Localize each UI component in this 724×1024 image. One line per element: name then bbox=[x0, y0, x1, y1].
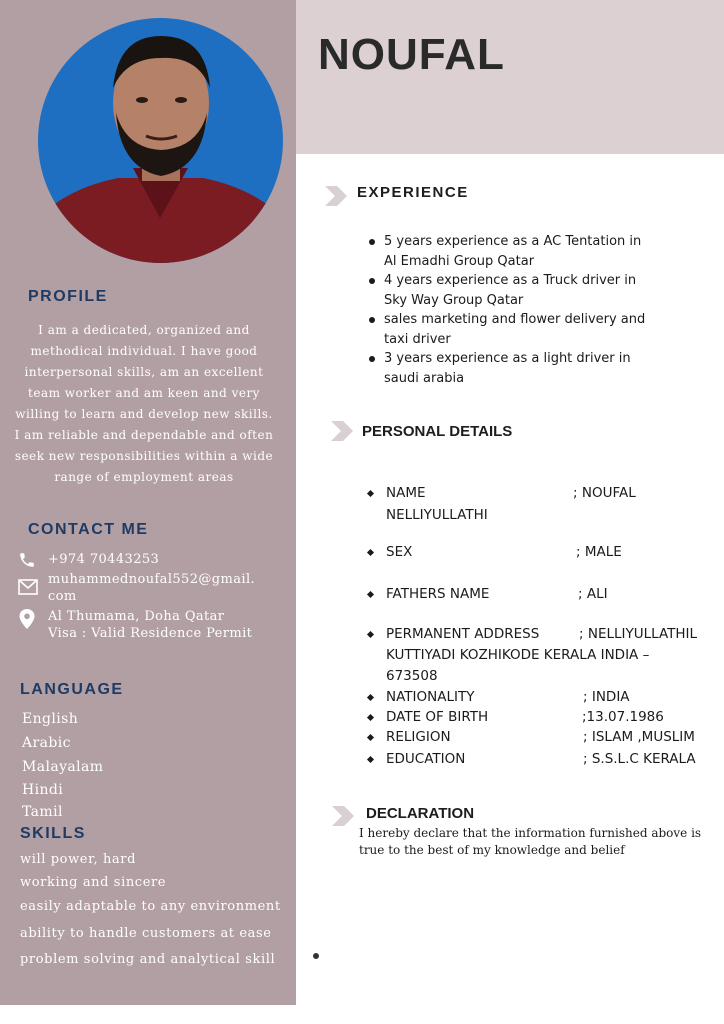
email-line: muhammednoufal552@gmail. bbox=[48, 572, 256, 587]
diamond-bullet-icon bbox=[367, 714, 374, 721]
diamond-bullet-icon bbox=[367, 694, 374, 701]
language-item: Arabic bbox=[22, 735, 71, 751]
experience-line: saudi arabia bbox=[384, 370, 465, 386]
diamond-bullet-icon bbox=[367, 490, 374, 497]
detail-label: NAME bbox=[386, 485, 426, 501]
profile-line: I am a dedicated, organized and bbox=[38, 323, 250, 337]
skill-item: easily adaptable to any environment bbox=[20, 899, 281, 914]
contact-email bbox=[18, 571, 255, 605]
detail-value: ; MALE bbox=[576, 544, 622, 560]
detail-label: FATHERS NAME bbox=[386, 586, 490, 602]
language-item: English bbox=[22, 711, 79, 727]
experience-line: 5 years experience as a AC Tentation in bbox=[384, 234, 642, 249]
profile-heading: PROFILE bbox=[28, 288, 108, 305]
detail-label: RELIGION bbox=[386, 729, 451, 745]
list-item bbox=[366, 232, 666, 271]
visa-status: Visa : Valid Residence Permit bbox=[48, 626, 253, 641]
skills-heading: SKILLS bbox=[20, 825, 86, 842]
stray-bullet-dot bbox=[313, 953, 319, 959]
profile-photo bbox=[38, 18, 283, 263]
declaration-line: I hereby declare that the information furnished above is bbox=[359, 826, 702, 840]
language-item: Hindi bbox=[22, 782, 64, 798]
skill-item: working and sincere bbox=[20, 875, 167, 890]
contact-address bbox=[18, 608, 252, 642]
detail-value: ; INDIA bbox=[583, 689, 630, 705]
email-address[interactable] bbox=[48, 571, 255, 605]
chevron-right-icon bbox=[332, 806, 356, 826]
detail-value: 673508 bbox=[386, 668, 438, 684]
location-pin-icon bbox=[18, 608, 38, 628]
diamond-bullet-icon bbox=[367, 631, 374, 638]
phone-number[interactable]: +974 70443253 bbox=[48, 552, 160, 567]
declaration-line: true to the best of my knowledge and belief bbox=[359, 843, 625, 857]
profile-line: methodical individual. I have good bbox=[30, 344, 258, 358]
list-item bbox=[366, 271, 666, 310]
skill-item: ability to handle customers at ease bbox=[20, 926, 272, 941]
list-item bbox=[366, 349, 666, 388]
detail-label: PERMANENT ADDRESS bbox=[386, 626, 540, 642]
phone-icon bbox=[18, 551, 38, 571]
detail-value: ;13.07.1986 bbox=[582, 709, 664, 725]
detail-label: EDUCATION bbox=[386, 751, 466, 767]
skill-item: problem solving and analytical skill bbox=[20, 952, 276, 967]
mail-icon bbox=[18, 579, 38, 599]
detail-value: NELLIYULLATHI bbox=[386, 507, 488, 523]
profile-text bbox=[8, 320, 280, 488]
profile-line: I am reliable and dependable and often bbox=[14, 428, 274, 442]
language-heading: LANGUAGE bbox=[20, 681, 124, 698]
language-item: Tamil bbox=[22, 804, 63, 820]
profile-line: willing to learn and develop new skills. bbox=[15, 407, 273, 421]
language-item: Malayalam bbox=[22, 759, 104, 775]
address-text bbox=[48, 608, 252, 642]
detail-value: ; ISLAM ,MUSLIM bbox=[583, 729, 695, 745]
experience-heading: EXPERIENCE bbox=[357, 184, 469, 201]
chevron-right-icon bbox=[325, 186, 349, 206]
experience-line: Al Emadhi Group Qatar bbox=[384, 253, 535, 269]
contact-heading: CONTACT ME bbox=[28, 521, 149, 538]
diamond-bullet-icon bbox=[367, 734, 374, 741]
detail-label: NATIONALITY bbox=[386, 689, 475, 705]
experience-line: 4 years experience as a Truck driver in bbox=[384, 273, 637, 288]
detail-value: ; ALI bbox=[578, 586, 608, 602]
candidate-name: NOUFAL bbox=[318, 30, 505, 79]
detail-value: ; S.S.L.C KERALA bbox=[583, 751, 696, 767]
experience-line: sales marketing and flower delivery and bbox=[384, 312, 646, 327]
diamond-bullet-icon bbox=[367, 591, 374, 598]
diamond-bullet-icon bbox=[367, 756, 374, 763]
detail-value: ; NELLIYULLATHIL bbox=[579, 626, 698, 642]
profile-line: team worker and am keen and very bbox=[28, 386, 260, 400]
experience-list bbox=[366, 232, 666, 388]
address-line: Al Thumama, Doha Qatar bbox=[48, 609, 225, 624]
declaration-heading: DECLARATION bbox=[366, 805, 475, 822]
experience-line: Sky Way Group Qatar bbox=[384, 292, 524, 308]
detail-label: DATE OF BIRTH bbox=[386, 709, 489, 725]
diamond-bullet-icon bbox=[367, 549, 374, 556]
detail-value: KUTTIYADI KOZHIKODE KERALA INDIA – bbox=[386, 647, 650, 663]
detail-value: ; NOUFAL bbox=[573, 485, 636, 501]
contact-phone bbox=[18, 551, 159, 571]
profile-line: seek new responsibilities within a wide bbox=[14, 449, 274, 463]
personal-details-heading: PERSONAL DETAILS bbox=[362, 423, 513, 440]
experience-line: taxi driver bbox=[384, 331, 451, 347]
profile-line: interpersonal skills, am an excellent bbox=[24, 365, 264, 379]
email-line: com bbox=[48, 589, 77, 604]
list-item bbox=[366, 310, 666, 349]
skill-item: will power, hard bbox=[20, 852, 137, 867]
experience-line: 3 years experience as a light driver in bbox=[384, 351, 631, 366]
detail-label: SEX bbox=[386, 544, 413, 560]
declaration-text bbox=[359, 825, 709, 859]
chevron-right-icon bbox=[331, 421, 355, 441]
profile-line: range of employment areas bbox=[54, 470, 234, 484]
